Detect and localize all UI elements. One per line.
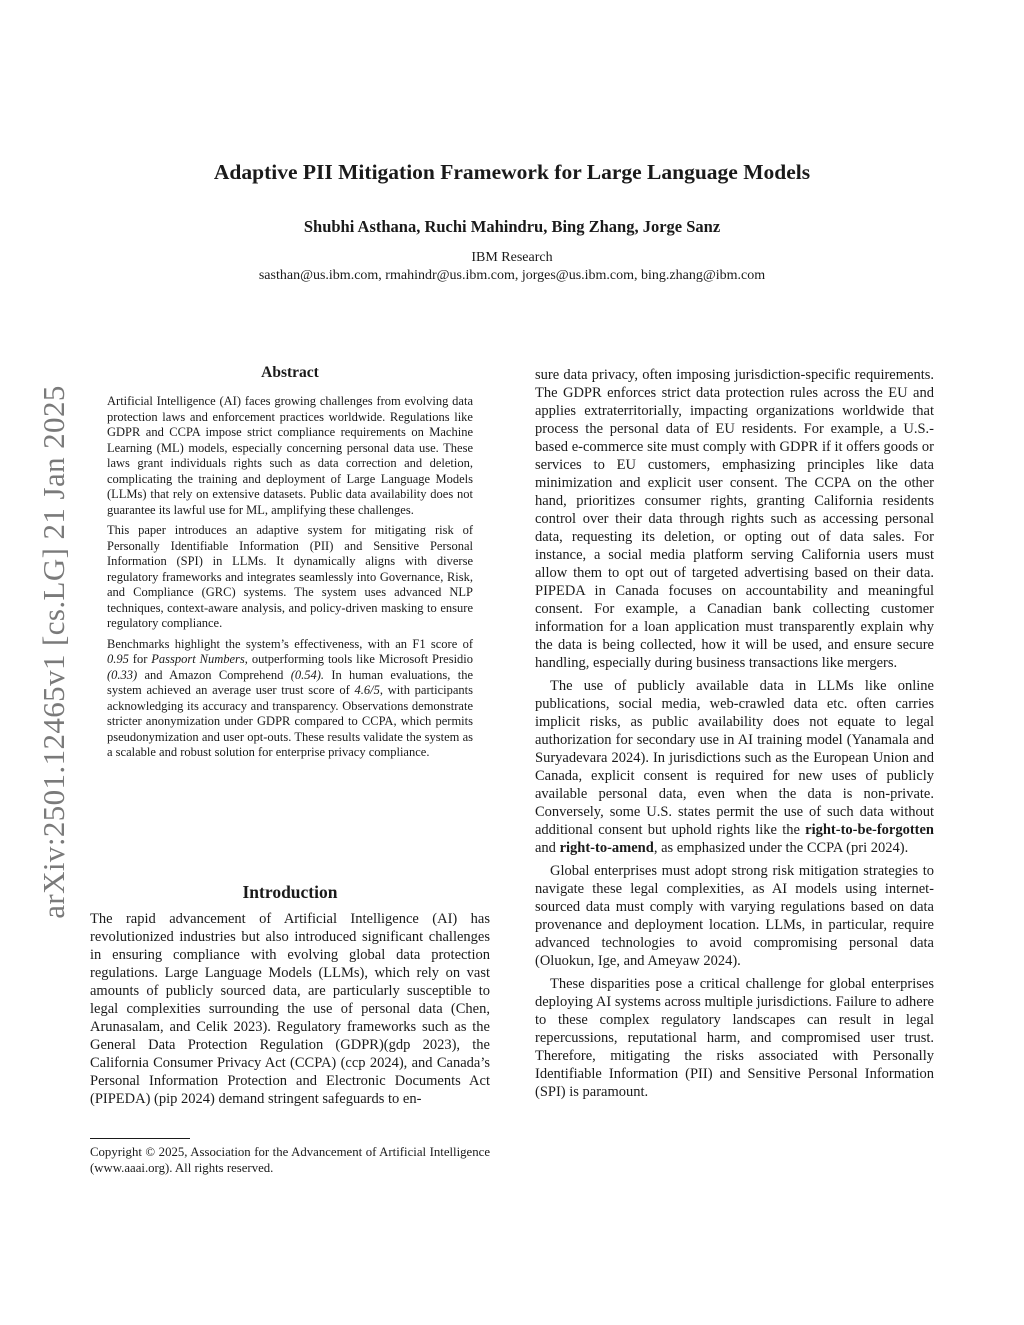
column2-paragraph-1: sure data privacy, often imposing jurisdiction-specific requirements. The GDPR enforces strict data protection rules across the EU and applies extraterritorially, impacting organizations worldwide that process the personal data of EU residents. For example, a U.S.-based e-commerce site must comply with GDPR if it offers goods or services to EU customers, emphasizing principles like data minimization and explicit user consent. The CCPA on the other hand, prioritizes consumer rights, granting California residents control over their data through rights such as accessing personal data, requesting its deletion, or opting out of data sales. For instance, a social media platform serving California users must allow them to opt out of targeted advertising based on their data. PIPEDA in Canada focuses on accountability and meaningful consent. For example, a Canadian bank collecting customer information for a loan application must transparently explain why the data is being collected, how it will be used, and ensure secure handling, especially during business transactions like mergers. [535,367,934,671]
introduction-body [90,910,490,1108]
column2-paragraph-4: These disparities pose a critical challenge for global enterprises deploying AI systems across multiple jurisdictions. Failure to adhere to these complex regulatory landscapes can result in legal repercussions, reputational harm, and compromised user trust. Therefore, mitigating the risks associated with Personally Identifiable Information (PII) and Sensitive Personal Information (SPI) is paramount. [535,976,934,1100]
entity-name: Passport Numbers [151,652,245,666]
footnote-rule [90,1138,190,1139]
copyright-footnote: Copyright © 2025, Association for the Advancement of Artificial Intelligence (www.aaai.org). All rights reserved. [90,1145,490,1175]
author-emails: sasthan@us.ibm.com, rmahindr@us.ibm.com, jorges@us.ibm.com, bing.zhang@ibm.com [258,268,766,283]
introduction-paragraph-1: The rapid advancement of Artificial Intelligence (AI) has revolutionized industries but also introduced significant challenges in ensuring compliance with evolving global data protection regulations. Large Language Models (LLMs), which rely on vast amounts of publicly sourced data, are particularly susceptible to legal complexities surrounding the use of personal data (Chen, Arunasalam, and Celik 2023). Regulatory frameworks such as the General Data Protection Regulation (GDPR)(gdp 2023), the California Consumer Privacy Act (CCPA) (ccp 2024), and Canada’s Personal Information Protection and Electronic Documents Act (PIPEDA) (pip 2024) demand stringent safeguards to en- [90,911,490,1107]
column2-paragraph-2 [535,677,934,857]
abstract-paragraph-3 [107,637,473,761]
column2-paragraph-3: Global enterprises must adopt strong risk mitigation strategies to navigate these legal complexities, as AI models using internet-sourced data must comply with varying regulations based on data provenance and deployment location. LLMs, in particular, require advanced technologies to avoid compromising personal data (Oluokun, Ige, and Ameyaw 2024). [535,863,934,969]
affiliation: IBM Research [471,250,553,265]
abstract-heading: Abstract [261,364,319,381]
text-run: , outperforming tools like Microsoft Presidio [244,652,474,666]
abstract-body [107,394,473,766]
abstract-paragraph-2: This paper introduces an adaptive system for mitigating risk of Personally Identifiable Information (PII) and Sensitive Personal Information (SPI) in LLMs. It dynamically aligns with diverse regulatory frameworks and integrates seamlessly into Governance, Risk, and Compliance (GRC) systems. The system uses advanced NLP techniques, context-aware analysis, and policy-driven masking to ensure regulatory compliance. [107,523,473,630]
text-run: and [535,840,560,856]
text-run: and Amazon Comprehend [137,667,291,682]
arxiv-identifier: arXiv:2501.12465v1 [cs.LG] 21 Jan 2025 [36,385,71,919]
introduction-heading: Introduction [242,882,338,902]
presidio-score: (0.33) [107,667,138,682]
text-run: for [128,652,152,666]
author-list: Shubhi Asthana, Ruchi Mahindru, Bing Zhang, Jorge Sanz [303,217,721,236]
right-column [535,366,934,1106]
text-run: The use of publicly available data in LLMs like online publications, social media, web-crawled data etc. often carries implicit risks, as public availability does not equate to legal authorization for secondary use in AI training model (Yanamala and Suryadevara 2024). In jurisdictions such as the European Union and Canada, explicit consent is required for new uses of publicly available personal data, even when the data is non-private. Conversely, some U.S. states permit the use of such data without additional consent but uphold rights like the [535,678,934,838]
right-to-amend: right-to-amend [559,840,654,856]
right-to-be-forgotten: right-to-be-forgotten [805,822,934,838]
text-run: , as emphasized under the CCPA (pri 2024). [653,840,909,856]
paper-title: Adaptive PII Mitigation Framework for Large Language Models [213,160,811,184]
trust-score: 4.6/5 [354,683,380,697]
abstract-paragraph-1: Artificial Intelligence (AI) faces growing challenges from evolving data protection laws and enforcement practices worldwide. Regulations like GDPR and CCPA impose strict compliance requirements on Machine Learning (ML) models, especially concerning personal data use. These laws grant individuals rights such as data correction and deletion, complicating the training and deployment of Large Language Models (LLMs) that rely on extensive datasets. Public data availability does not guarantee its lawful use for ML, amplifying these challenges. [107,394,473,517]
f1-score: 0.95 [107,652,129,666]
text-run: In human evaluations, the system achieved an average user trust score of [107,667,473,697]
text-run: Benchmarks highlight the system’s effectiveness, with an F1 score of [107,636,473,651]
text-run: , with participants acknowledging its accuracy and transparency. Observations demonstrate stricter anonymization under GDPR compared to CCPA, which permits pseudonymization and user opt-outs. These results validate the system as a scalable and robust solution for enterprise privacy compliance. [107,683,473,759]
comprehend-score: (0.54). [290,667,325,682]
